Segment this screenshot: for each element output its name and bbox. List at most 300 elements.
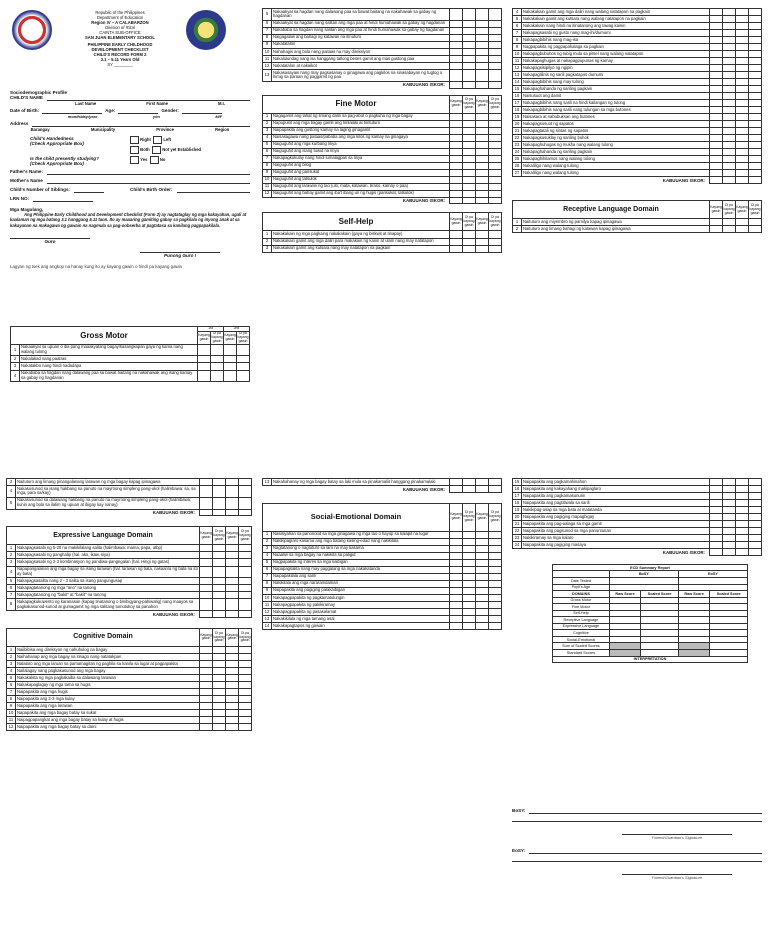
check-cell[interactable] bbox=[723, 44, 736, 51]
check-cell[interactable] bbox=[463, 479, 476, 486]
check-cell[interactable] bbox=[723, 16, 736, 23]
check-cell[interactable] bbox=[489, 148, 502, 155]
check-cell[interactable] bbox=[226, 696, 239, 703]
check-cell[interactable] bbox=[213, 654, 226, 661]
check-cell[interactable] bbox=[200, 566, 213, 578]
check-cell[interactable] bbox=[736, 128, 749, 135]
mother-field[interactable] bbox=[47, 178, 250, 184]
check-cell[interactable] bbox=[463, 559, 476, 566]
total-cell[interactable] bbox=[200, 611, 213, 618]
check-cell[interactable] bbox=[723, 542, 736, 549]
check-cell[interactable] bbox=[489, 113, 502, 120]
check-cell[interactable] bbox=[476, 580, 489, 587]
check-cell[interactable] bbox=[710, 156, 723, 163]
check-cell[interactable] bbox=[736, 72, 749, 79]
check-cell[interactable] bbox=[736, 16, 749, 23]
check-cell[interactable] bbox=[476, 566, 489, 573]
check-cell[interactable] bbox=[224, 356, 237, 363]
check-cell[interactable] bbox=[239, 559, 252, 566]
check-cell[interactable] bbox=[489, 169, 502, 176]
check-cell[interactable] bbox=[450, 538, 463, 545]
check-cell[interactable] bbox=[710, 142, 723, 149]
check-cell[interactable] bbox=[213, 661, 226, 668]
check-cell[interactable] bbox=[213, 486, 226, 498]
check-cell[interactable] bbox=[723, 156, 736, 163]
check-cell[interactable] bbox=[450, 120, 463, 127]
check-cell[interactable] bbox=[723, 79, 736, 86]
check-cell[interactable] bbox=[736, 486, 749, 493]
check-cell[interactable] bbox=[710, 163, 723, 170]
check-cell[interactable] bbox=[723, 58, 736, 65]
total-cell[interactable] bbox=[710, 549, 723, 556]
check-cell[interactable] bbox=[736, 51, 749, 58]
check-cell[interactable] bbox=[463, 608, 476, 615]
check-cell[interactable] bbox=[736, 479, 749, 486]
check-cell[interactable] bbox=[476, 27, 489, 34]
check-cell[interactable] bbox=[736, 142, 749, 149]
check-cell[interactable] bbox=[450, 148, 463, 155]
check-cell[interactable] bbox=[463, 531, 476, 538]
check-cell[interactable] bbox=[200, 703, 213, 710]
check-cell[interactable] bbox=[476, 162, 489, 169]
check-cell[interactable] bbox=[749, 44, 762, 51]
check-cell[interactable] bbox=[476, 238, 489, 245]
check-cell[interactable] bbox=[476, 141, 489, 148]
check-cell[interactable] bbox=[723, 500, 736, 507]
check-cell[interactable] bbox=[213, 592, 226, 599]
check-cell[interactable] bbox=[476, 34, 489, 41]
check-cell[interactable] bbox=[723, 170, 736, 177]
check-cell[interactable] bbox=[489, 545, 502, 552]
check-cell[interactable] bbox=[723, 114, 736, 121]
check-cell[interactable] bbox=[476, 615, 489, 622]
check-cell[interactable] bbox=[239, 592, 252, 599]
check-cell[interactable] bbox=[476, 41, 489, 48]
check-cell[interactable] bbox=[476, 176, 489, 183]
check-cell[interactable] bbox=[723, 100, 736, 107]
check-cell[interactable] bbox=[213, 545, 226, 552]
check-cell[interactable] bbox=[489, 587, 502, 594]
check-cell[interactable] bbox=[710, 9, 723, 16]
check-cell[interactable] bbox=[723, 142, 736, 149]
check-cell[interactable] bbox=[489, 62, 502, 69]
check-cell[interactable] bbox=[239, 578, 252, 585]
check-cell[interactable] bbox=[463, 587, 476, 594]
check-cell[interactable] bbox=[200, 545, 213, 552]
check-cell[interactable] bbox=[450, 608, 463, 615]
check-cell[interactable] bbox=[749, 535, 762, 542]
check-cell[interactable] bbox=[736, 170, 749, 177]
check-cell[interactable] bbox=[237, 344, 250, 356]
check-cell[interactable] bbox=[463, 169, 476, 176]
check-cell[interactable] bbox=[213, 479, 226, 486]
check-cell[interactable] bbox=[463, 141, 476, 148]
check-cell[interactable] bbox=[736, 507, 749, 514]
check-cell[interactable] bbox=[226, 668, 239, 675]
check-cell[interactable] bbox=[450, 55, 463, 62]
check-cell[interactable] bbox=[476, 190, 489, 197]
check-cell[interactable] bbox=[463, 155, 476, 162]
check-cell[interactable] bbox=[710, 51, 723, 58]
check-cell[interactable] bbox=[710, 542, 723, 549]
check-cell[interactable] bbox=[736, 9, 749, 16]
check-cell[interactable] bbox=[710, 479, 723, 486]
check-cell[interactable] bbox=[213, 585, 226, 592]
check-cell[interactable] bbox=[710, 219, 723, 226]
check-cell[interactable] bbox=[211, 363, 224, 370]
total-cell[interactable] bbox=[476, 486, 489, 493]
check-cell[interactable] bbox=[200, 661, 213, 668]
check-cell[interactable] bbox=[450, 155, 463, 162]
check-cell[interactable] bbox=[710, 507, 723, 514]
check-cell[interactable] bbox=[710, 128, 723, 135]
check-cell[interactable] bbox=[723, 535, 736, 542]
check-cell[interactable] bbox=[489, 176, 502, 183]
check-cell[interactable] bbox=[200, 689, 213, 696]
check-cell[interactable] bbox=[463, 580, 476, 587]
check-cell[interactable] bbox=[239, 668, 252, 675]
check-cell[interactable] bbox=[489, 183, 502, 190]
check-cell[interactable] bbox=[489, 120, 502, 127]
check-cell[interactable] bbox=[710, 100, 723, 107]
check-cell[interactable] bbox=[749, 9, 762, 16]
check-cell[interactable] bbox=[200, 552, 213, 559]
check-cell[interactable] bbox=[239, 566, 252, 578]
check-cell[interactable] bbox=[723, 107, 736, 114]
check-cell[interactable] bbox=[736, 163, 749, 170]
check-cell[interactable] bbox=[749, 528, 762, 535]
check-cell[interactable] bbox=[450, 20, 463, 27]
check-cell[interactable] bbox=[710, 493, 723, 500]
check-cell[interactable] bbox=[489, 608, 502, 615]
total-cell[interactable] bbox=[463, 81, 476, 88]
check-cell[interactable] bbox=[213, 578, 226, 585]
check-cell[interactable] bbox=[213, 724, 226, 731]
check-cell[interactable] bbox=[749, 163, 762, 170]
check-cell[interactable] bbox=[489, 9, 502, 21]
check-cell[interactable] bbox=[200, 646, 213, 653]
check-cell[interactable] bbox=[489, 615, 502, 622]
check-cell[interactable] bbox=[723, 65, 736, 72]
check-cell[interactable] bbox=[239, 585, 252, 592]
check-cell[interactable] bbox=[450, 69, 463, 81]
check-cell[interactable] bbox=[736, 44, 749, 51]
check-cell[interactable] bbox=[736, 514, 749, 521]
check-cell[interactable] bbox=[450, 141, 463, 148]
check-cell[interactable] bbox=[723, 514, 736, 521]
check-cell[interactable] bbox=[213, 703, 226, 710]
check-cell[interactable] bbox=[463, 162, 476, 169]
check-cell[interactable] bbox=[237, 370, 250, 382]
check-cell[interactable] bbox=[710, 107, 723, 114]
total-cell[interactable] bbox=[450, 81, 463, 88]
check-cell[interactable] bbox=[237, 356, 250, 363]
check-cell[interactable] bbox=[450, 559, 463, 566]
check-cell[interactable] bbox=[749, 156, 762, 163]
check-cell[interactable] bbox=[736, 135, 749, 142]
check-cell[interactable] bbox=[749, 100, 762, 107]
check-cell[interactable] bbox=[226, 703, 239, 710]
check-cell[interactable] bbox=[213, 696, 226, 703]
check-cell[interactable] bbox=[489, 573, 502, 580]
check-cell[interactable] bbox=[710, 170, 723, 177]
check-cell[interactable] bbox=[463, 552, 476, 559]
check-cell[interactable] bbox=[489, 622, 502, 629]
check-cell[interactable] bbox=[239, 545, 252, 552]
check-cell[interactable] bbox=[736, 30, 749, 37]
check-cell[interactable] bbox=[736, 521, 749, 528]
check-cell[interactable] bbox=[489, 479, 502, 486]
check-cell[interactable] bbox=[463, 622, 476, 629]
check-cell[interactable] bbox=[213, 646, 226, 653]
check-cell[interactable] bbox=[749, 507, 762, 514]
check-cell[interactable] bbox=[211, 344, 224, 356]
check-cell[interactable] bbox=[710, 93, 723, 100]
total-cell[interactable] bbox=[749, 549, 762, 556]
check-cell[interactable] bbox=[489, 27, 502, 34]
check-cell[interactable] bbox=[198, 344, 211, 356]
check-cell[interactable] bbox=[489, 566, 502, 573]
check-cell[interactable] bbox=[226, 682, 239, 689]
check-cell[interactable] bbox=[239, 552, 252, 559]
check-cell[interactable] bbox=[736, 121, 749, 128]
check-cell[interactable] bbox=[489, 69, 502, 81]
check-cell[interactable] bbox=[239, 599, 252, 611]
total-cell[interactable] bbox=[489, 81, 502, 88]
check-cell[interactable] bbox=[723, 479, 736, 486]
check-cell[interactable] bbox=[463, 69, 476, 81]
check-cell[interactable] bbox=[476, 545, 489, 552]
check-cell[interactable] bbox=[200, 578, 213, 585]
check-cell[interactable] bbox=[476, 538, 489, 545]
check-cell[interactable] bbox=[489, 559, 502, 566]
check-cell[interactable] bbox=[226, 661, 239, 668]
check-cell[interactable] bbox=[710, 226, 723, 233]
check-cell[interactable] bbox=[239, 654, 252, 661]
check-cell[interactable] bbox=[213, 689, 226, 696]
check-cell[interactable] bbox=[489, 134, 502, 141]
check-cell[interactable] bbox=[450, 134, 463, 141]
check-cell[interactable] bbox=[710, 79, 723, 86]
check-cell[interactable] bbox=[198, 363, 211, 370]
check-cell[interactable] bbox=[736, 100, 749, 107]
check-cell[interactable] bbox=[239, 682, 252, 689]
check-cell[interactable] bbox=[710, 500, 723, 507]
check-cell[interactable] bbox=[736, 86, 749, 93]
check-cell[interactable] bbox=[476, 479, 489, 486]
check-cell[interactable] bbox=[749, 500, 762, 507]
check-cell[interactable] bbox=[200, 585, 213, 592]
check-cell[interactable] bbox=[476, 62, 489, 69]
check-cell[interactable] bbox=[226, 599, 239, 611]
check-cell[interactable] bbox=[226, 710, 239, 717]
total-cell[interactable] bbox=[213, 611, 226, 618]
check-cell[interactable] bbox=[450, 622, 463, 629]
handed-none-checkbox[interactable] bbox=[152, 146, 161, 154]
check-cell[interactable] bbox=[213, 552, 226, 559]
check-cell[interactable] bbox=[463, 127, 476, 134]
check-cell[interactable] bbox=[200, 497, 213, 509]
check-cell[interactable] bbox=[476, 573, 489, 580]
check-cell[interactable] bbox=[710, 121, 723, 128]
check-cell[interactable] bbox=[463, 148, 476, 155]
check-cell[interactable] bbox=[198, 370, 211, 382]
check-cell[interactable] bbox=[450, 245, 463, 252]
check-cell[interactable] bbox=[749, 219, 762, 226]
check-cell[interactable] bbox=[226, 578, 239, 585]
check-cell[interactable] bbox=[226, 724, 239, 731]
check-cell[interactable] bbox=[749, 93, 762, 100]
check-cell[interactable] bbox=[200, 486, 213, 498]
total-cell[interactable] bbox=[476, 197, 489, 204]
check-cell[interactable] bbox=[239, 710, 252, 717]
check-cell[interactable] bbox=[749, 149, 762, 156]
check-cell[interactable] bbox=[476, 608, 489, 615]
check-cell[interactable] bbox=[450, 41, 463, 48]
check-cell[interactable] bbox=[749, 170, 762, 177]
check-cell[interactable] bbox=[237, 363, 250, 370]
check-cell[interactable] bbox=[723, 37, 736, 44]
total-cell[interactable] bbox=[749, 177, 762, 184]
total-cell[interactable] bbox=[476, 81, 489, 88]
check-cell[interactable] bbox=[723, 93, 736, 100]
check-cell[interactable] bbox=[239, 724, 252, 731]
check-cell[interactable] bbox=[476, 55, 489, 62]
handed-left-checkbox[interactable] bbox=[153, 136, 162, 144]
check-cell[interactable] bbox=[450, 587, 463, 594]
check-cell[interactable] bbox=[476, 245, 489, 252]
check-cell[interactable] bbox=[213, 675, 226, 682]
check-cell[interactable] bbox=[211, 370, 224, 382]
check-cell[interactable] bbox=[211, 356, 224, 363]
check-cell[interactable] bbox=[463, 134, 476, 141]
check-cell[interactable] bbox=[489, 531, 502, 538]
check-cell[interactable] bbox=[226, 552, 239, 559]
check-cell[interactable] bbox=[489, 48, 502, 55]
check-cell[interactable] bbox=[463, 238, 476, 245]
check-cell[interactable] bbox=[749, 72, 762, 79]
total-cell[interactable] bbox=[450, 197, 463, 204]
check-cell[interactable] bbox=[463, 545, 476, 552]
check-cell[interactable] bbox=[723, 149, 736, 156]
handed-right-checkbox[interactable] bbox=[130, 136, 139, 144]
check-cell[interactable] bbox=[463, 231, 476, 238]
check-cell[interactable] bbox=[749, 16, 762, 23]
total-cell[interactable] bbox=[450, 486, 463, 493]
check-cell[interactable] bbox=[450, 615, 463, 622]
check-cell[interactable] bbox=[213, 497, 226, 509]
check-cell[interactable] bbox=[723, 528, 736, 535]
check-cell[interactable] bbox=[226, 497, 239, 509]
check-cell[interactable] bbox=[489, 231, 502, 238]
check-cell[interactable] bbox=[710, 514, 723, 521]
check-cell[interactable] bbox=[736, 37, 749, 44]
check-cell[interactable] bbox=[489, 20, 502, 27]
check-cell[interactable] bbox=[476, 231, 489, 238]
check-cell[interactable] bbox=[736, 226, 749, 233]
check-cell[interactable] bbox=[710, 114, 723, 121]
check-cell[interactable] bbox=[736, 23, 749, 30]
check-cell[interactable] bbox=[463, 176, 476, 183]
check-cell[interactable] bbox=[463, 55, 476, 62]
check-cell[interactable] bbox=[200, 717, 213, 724]
check-cell[interactable] bbox=[489, 552, 502, 559]
total-cell[interactable] bbox=[226, 509, 239, 516]
check-cell[interactable] bbox=[200, 599, 213, 611]
total-cell[interactable] bbox=[723, 549, 736, 556]
check-cell[interactable] bbox=[723, 72, 736, 79]
total-cell[interactable] bbox=[736, 549, 749, 556]
check-cell[interactable] bbox=[213, 717, 226, 724]
check-cell[interactable] bbox=[749, 79, 762, 86]
check-cell[interactable] bbox=[489, 141, 502, 148]
check-cell[interactable] bbox=[723, 23, 736, 30]
check-cell[interactable] bbox=[450, 113, 463, 120]
check-cell[interactable] bbox=[489, 594, 502, 601]
eosy-interpretation-line[interactable] bbox=[512, 854, 762, 862]
check-cell[interactable] bbox=[476, 20, 489, 27]
check-cell[interactable] bbox=[736, 535, 749, 542]
check-cell[interactable] bbox=[450, 9, 463, 21]
check-cell[interactable] bbox=[736, 114, 749, 121]
check-cell[interactable] bbox=[476, 169, 489, 176]
bosy-interpretation-line[interactable] bbox=[512, 814, 762, 822]
check-cell[interactable] bbox=[200, 710, 213, 717]
check-cell[interactable] bbox=[450, 176, 463, 183]
check-cell[interactable] bbox=[450, 479, 463, 486]
check-cell[interactable] bbox=[463, 538, 476, 545]
check-cell[interactable] bbox=[723, 121, 736, 128]
check-cell[interactable] bbox=[710, 44, 723, 51]
check-cell[interactable] bbox=[749, 521, 762, 528]
check-cell[interactable] bbox=[239, 717, 252, 724]
check-cell[interactable] bbox=[736, 542, 749, 549]
check-cell[interactable] bbox=[450, 552, 463, 559]
check-cell[interactable] bbox=[749, 514, 762, 521]
check-cell[interactable] bbox=[463, 62, 476, 69]
total-cell[interactable] bbox=[489, 486, 502, 493]
check-cell[interactable] bbox=[749, 37, 762, 44]
check-cell[interactable] bbox=[463, 27, 476, 34]
check-cell[interactable] bbox=[489, 127, 502, 134]
check-cell[interactable] bbox=[476, 9, 489, 21]
check-cell[interactable] bbox=[463, 594, 476, 601]
total-cell[interactable] bbox=[463, 197, 476, 204]
check-cell[interactable] bbox=[450, 531, 463, 538]
check-cell[interactable] bbox=[489, 55, 502, 62]
check-cell[interactable] bbox=[489, 601, 502, 608]
check-cell[interactable] bbox=[239, 689, 252, 696]
check-cell[interactable] bbox=[736, 79, 749, 86]
check-cell[interactable] bbox=[200, 696, 213, 703]
check-cell[interactable] bbox=[463, 190, 476, 197]
check-cell[interactable] bbox=[736, 219, 749, 226]
check-cell[interactable] bbox=[710, 30, 723, 37]
check-cell[interactable] bbox=[463, 245, 476, 252]
handed-both-checkbox[interactable] bbox=[130, 146, 139, 154]
father-field[interactable] bbox=[47, 169, 250, 175]
check-cell[interactable] bbox=[224, 363, 237, 370]
check-cell[interactable] bbox=[749, 128, 762, 135]
lrn-field[interactable] bbox=[33, 196, 93, 202]
check-cell[interactable] bbox=[489, 580, 502, 587]
check-cell[interactable] bbox=[489, 34, 502, 41]
check-cell[interactable] bbox=[723, 486, 736, 493]
check-cell[interactable] bbox=[226, 566, 239, 578]
check-cell[interactable] bbox=[476, 148, 489, 155]
check-cell[interactable] bbox=[226, 675, 239, 682]
check-cell[interactable] bbox=[749, 30, 762, 37]
